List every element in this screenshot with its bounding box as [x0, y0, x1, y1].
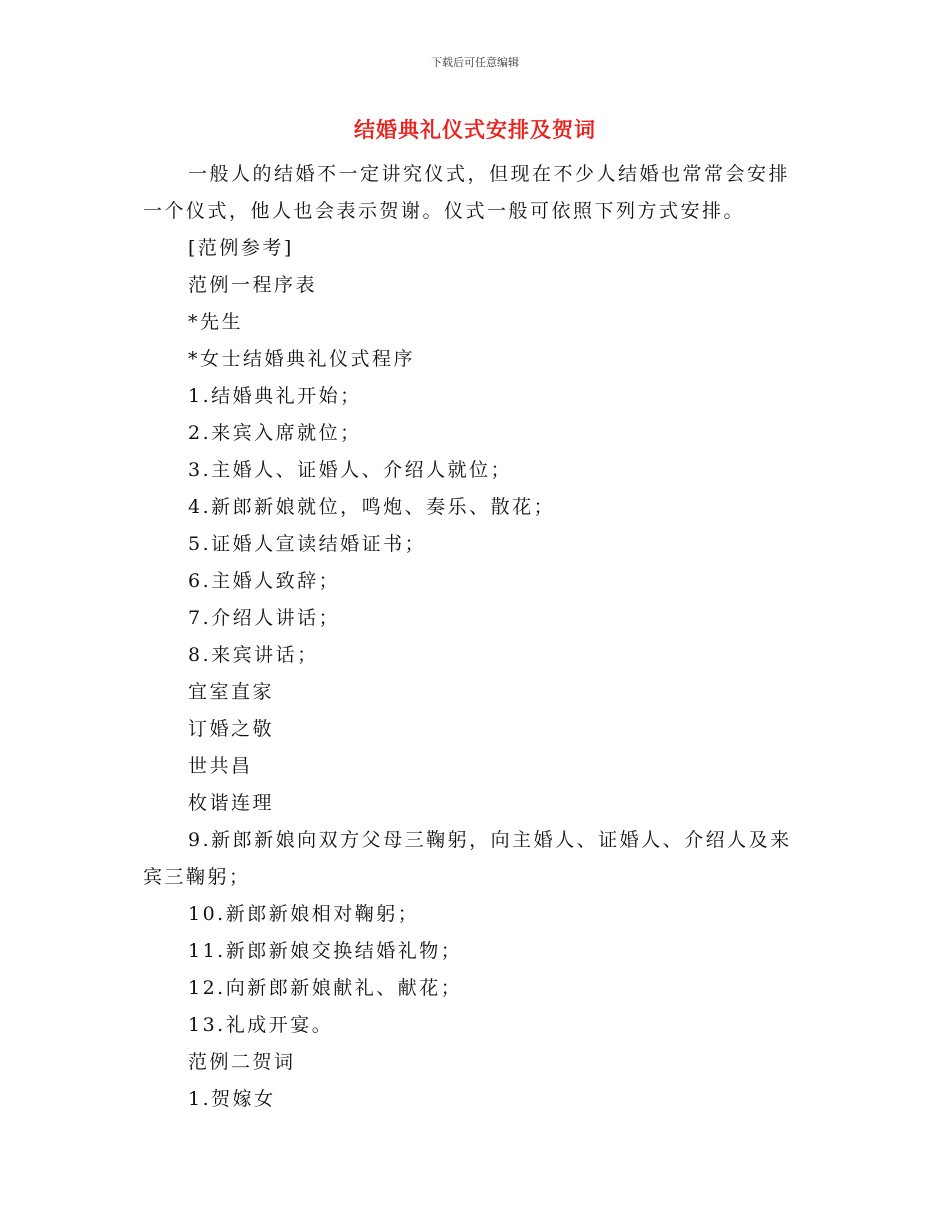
paragraph-reference-heading: [范例参考]	[188, 237, 294, 259]
program-step-6: 6.主婚人致辞；	[188, 570, 341, 592]
program-step-9: 9.新郎新娘向双方父母三鞠躬，向主婚人、证婚人、介绍人及来宾三鞠躬；	[143, 829, 792, 888]
document-title: 结婚典礼仪式安排及贺词	[354, 118, 596, 142]
program-step-1: 1.结婚典礼开始；	[188, 385, 362, 407]
paragraph-example-two-heading: 范例二贺词	[188, 1051, 296, 1073]
blessing-line-1: 宜室直家	[188, 681, 275, 703]
paragraph-ceremony-title: *女士结婚典礼仪式程序	[188, 348, 416, 370]
program-step-3: 3.主婚人、证婚人、介绍人就位；	[188, 459, 513, 481]
program-step-4: 4.新郎新娘就位，鸣炮、奏乐、散花；	[188, 496, 556, 518]
blessing-line-2: 订婚之敬	[188, 718, 275, 740]
blessing-line-3: 世共昌	[188, 755, 253, 777]
page-header-note: 下载后可任意编辑	[431, 56, 519, 69]
program-step-12: 12.向新郎新娘献礼、献花；	[188, 977, 463, 999]
program-step-13: 13.礼成开宴。	[188, 1014, 334, 1036]
paragraph-groom-line: *先生	[188, 311, 244, 333]
document-body	[143, 156, 803, 1118]
program-step-8: 8.来宾讲话；	[188, 644, 319, 666]
paragraph-example-one-heading: 范例一程序表	[188, 274, 318, 296]
program-step-7: 7.介绍人讲话；	[188, 607, 341, 629]
greeting-item-1: 1.贺嫁女	[188, 1088, 276, 1110]
blessing-line-4: 枚谐连理	[188, 792, 275, 814]
program-step-11: 11.新郎新娘交换结婚礼物；	[188, 940, 463, 962]
program-step-5: 5.证婚人宣读结婚证书；	[188, 533, 427, 555]
program-step-10: 10.新郎新娘相对鞠躬；	[188, 903, 420, 925]
paragraph-intro: 一般人的结婚不一定讲究仪式，但现在不少人结婚也常常会安排一个仪式，他人也会表示贺谢。仪式一般可依照下列方式安排。	[143, 163, 791, 222]
program-step-2: 2.来宾入席就位；	[188, 422, 362, 444]
